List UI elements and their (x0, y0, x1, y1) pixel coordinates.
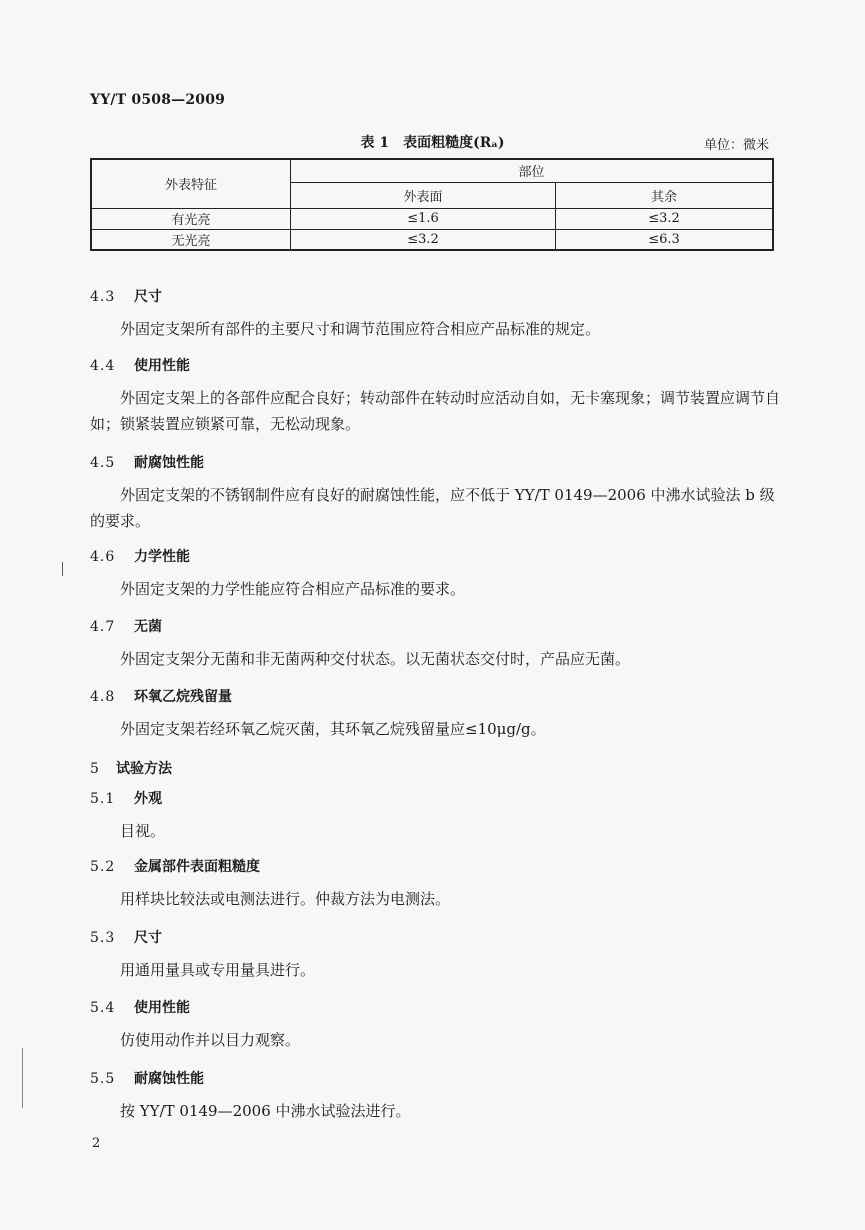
section-heading (90, 997, 780, 1017)
cell-outer: ≤1.6 (291, 208, 556, 229)
section-title: 金属部件表面粗糙度 (134, 859, 260, 875)
section-title: 试验方法 (116, 761, 172, 777)
table-row (91, 208, 773, 229)
section-text: 外固定支架上的各部件应配合良好；转动部件在转动时应活动自如，无卡塞现象；调节装置应调节自如；锁紧装置应锁紧可靠，无松动现象。 (90, 389, 781, 433)
section-number: 5.3 (90, 930, 116, 946)
cell-feature: 无光亮 (91, 229, 291, 250)
section-text: 目视。 (120, 822, 166, 840)
table-row (91, 229, 773, 250)
section-heading (90, 788, 780, 808)
section-heading (90, 856, 780, 876)
section-title: 无菌 (134, 619, 162, 635)
header-part: 部位 (291, 159, 774, 182)
section-heading (90, 452, 780, 472)
section-text: 外固定支架若经环氧乙烷灭菌，其环氧乙烷残留量应≤10μg/g。 (120, 720, 546, 738)
scan-artifact-mark (62, 562, 63, 576)
cell-other: ≤6.3 (556, 229, 774, 250)
document-code: YY/T 0508—2009 (90, 92, 226, 108)
section-heading (90, 1068, 780, 1088)
section-text: 用通用量具或专用量具进行。 (120, 961, 316, 979)
section-text: 外固定支架的不锈钢制件应有良好的耐腐蚀性能，应不低于 YY/T 0149—2006 中沸水试验法 b 级的要求。 (90, 486, 775, 530)
section-number: 4.5 (90, 455, 116, 471)
roughness-table (90, 158, 774, 251)
scan-artifact-mark (22, 1048, 23, 1108)
section-number: 5 (90, 761, 100, 777)
section-title: 使用性能 (134, 1000, 190, 1016)
page-number: 2 (92, 1136, 101, 1151)
table-caption: 表 1 表面粗糙度(Rₐ) (360, 135, 505, 151)
section-title: 使用性能 (134, 358, 190, 374)
section-heading (90, 927, 780, 947)
section-title: 力学性能 (134, 549, 190, 565)
section-text: 外固定支架所有部件的主要尺寸和调节范围应符合相应产品标准的规定。 (120, 320, 601, 338)
header-outer-surface: 外表面 (291, 182, 556, 208)
section-text: 仿使用动作并以目力观察。 (120, 1031, 301, 1049)
header-other: 其余 (556, 182, 774, 208)
section-number: 5.2 (90, 859, 116, 875)
header-feature: 外表特征 (91, 159, 291, 208)
section-title: 环氧乙烷残留量 (134, 689, 232, 705)
cell-other: ≤3.2 (556, 208, 774, 229)
section-title: 外观 (134, 791, 162, 807)
section-heading (90, 546, 780, 566)
section-title: 尺寸 (134, 930, 162, 946)
cell-outer: ≤3.2 (291, 229, 556, 250)
section-heading (90, 355, 780, 375)
section-number: 5.1 (90, 791, 116, 807)
section-heading (90, 286, 780, 306)
table-unit: 单位：微米 (703, 138, 769, 153)
section-title: 尺寸 (134, 289, 162, 305)
section-text: 外固定支架的力学性能应符合相应产品标准的要求。 (120, 580, 466, 598)
section-text: 外固定支架分无菌和非无菌两种交付状态。以无菌状态交付时，产品应无菌。 (120, 650, 631, 668)
cell-feature: 有光亮 (91, 208, 291, 229)
section-title: 耐腐蚀性能 (134, 455, 204, 471)
section-number: 4.7 (90, 619, 116, 635)
section-number: 4.8 (90, 689, 116, 705)
section-number: 5.4 (90, 1000, 116, 1016)
section-title: 耐腐蚀性能 (134, 1071, 204, 1087)
section-heading (90, 616, 780, 636)
chapter-heading (90, 758, 780, 778)
section-heading (90, 686, 780, 706)
section-text: 按 YY/T 0149—2006 中沸水试验法进行。 (120, 1102, 411, 1120)
section-number: 4.3 (90, 289, 116, 305)
section-number: 4.6 (90, 549, 116, 565)
section-text: 用样块比较法或电测法进行。仲裁方法为电测法。 (120, 890, 451, 908)
section-number: 4.4 (90, 358, 116, 374)
section-number: 5.5 (90, 1071, 116, 1087)
